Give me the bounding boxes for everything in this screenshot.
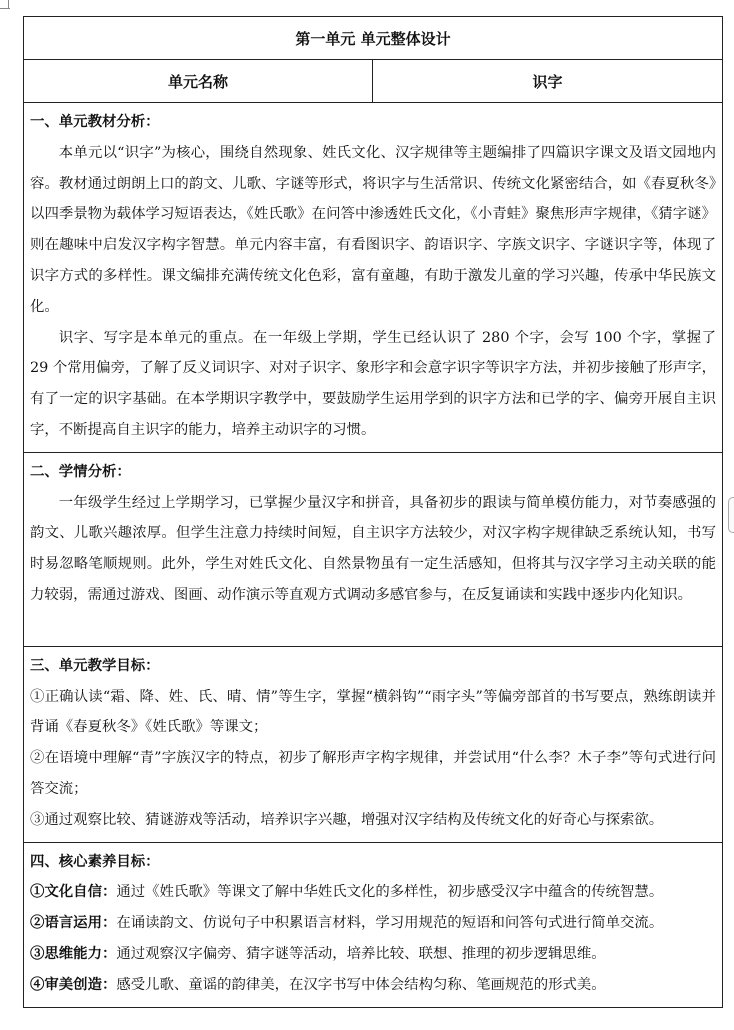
literacy-label: ②语言运用： [30, 914, 117, 932]
literacy-item [30, 877, 716, 908]
literacy-label: ①文化自信： [30, 883, 117, 901]
table-title: 第一单元 单元整体设计 [24, 17, 723, 60]
goal-item: ②在语境中理解“青”字族汉字的特点，初步了解形声字构字规律，并尝试用“什么李？木子李”等句式进行问答交流； [30, 750, 717, 797]
literacy-text: 感受儿歌、童谣的韵律美，在汉字书写中体会结构匀称、笔画规范的形式美。 [116, 976, 606, 993]
literacy-text: 通过《姓氏歌》等课文了解中华姓氏文化的多样性，初步感受汉字中蕴含的传统智慧。 [116, 884, 664, 901]
paragraph: 识字、写字是本单元的重点。在一年级上学期，学生已经认识了 280 个字，会写 100 个字，掌握了 29 个常用偏旁，了解了反义词识字、对对子识字、象形字和会意字识字等识字方法，并初步接触了形声字，有了一定的识字基础。在本学期识字教学中，要鼓励学生运用学到的识字方法和已学的字、偏旁开展自主识字，不断提高自主识字的能力，培养主动识字的习惯。 [30, 329, 717, 438]
paragraph: 本单元以“识字”为核心，围绕自然现象、姓氏文化、汉字规律等主题编排了四篇识字课文及语文园地内容。教材通过朗朗上口的韵文、儿歌、字谜等形式，将识字与生活常识、传统文化紧密结合，如《春夏秋冬》以四季景物为载体学习短语表达，《姓氏歌》在问答中渗透姓氏文化，《小青蛙》聚焦形声字规律，《猜字谜》则在趣味中启发汉字构字智慧。单元内容丰富，有看图识字、韵语识字、字族文识字、字谜识字等，体现了识字方式的多样性。课文编排充满传统文化色彩，富有童趣，有助于激发儿童的学习兴趣，传承中华民族文化。 [30, 144, 717, 315]
literacy-item [30, 970, 716, 1001]
literacy-text: 在诵读韵文、仿说句子中积累语言材料，学习用规范的短语和问答句式进行简单交流。 [116, 915, 664, 932]
section-learner-analysis [24, 452, 723, 646]
section-teaching-goals [24, 646, 723, 842]
corner-mark [0, 0, 10, 10]
unit-design-table [23, 16, 723, 1008]
literacy-item [30, 908, 716, 939]
section-core-literacy [24, 842, 723, 1007]
unit-name-label: 单元名称 [24, 60, 373, 103]
side-scroll-handle[interactable] [728, 497, 734, 533]
section-title: 二、学情分析： [30, 462, 131, 480]
unit-name-value: 识字 [373, 60, 723, 103]
literacy-item [30, 939, 716, 970]
goal-item: ③通过观察比较、猜谜游戏等活动，培养识字兴趣，增强对汉字结构及传统文化的好奇心与探索欲。 [30, 811, 664, 828]
literacy-label: ④审美创造： [30, 975, 117, 993]
section-title: 一、单元教材分析： [30, 113, 160, 130]
section-title: 四、核心素养目标： [30, 852, 160, 870]
goal-item: ①正确认读“霜、降、姓、氏、晴、情”等生字，掌握“横斜钩”“雨字头”等偏旁部首的书写要点，熟练朗读并背诵《春夏秋冬》《姓氏歌》等课文； [30, 688, 717, 736]
literacy-label: ③思维能力： [30, 944, 117, 962]
section-material-analysis [24, 103, 723, 453]
paragraph: 一年级学生经过上学期学习，已掌握少量汉字和拼音，具备初步的跟读与简单模仿能力，对节奏感强的韵文、儿歌兴趣浓厚。但学生注意力持续时间短，自主识字方法较少，对汉字构字规律缺乏系统认知，书写时易忽略笔顺规则。此外，学生对姓氏文化、自然景物虽有一定生活感知，但将其与汉字学习主动关联的能力较弱，需通过游戏、图画、动作演示等直观方式调动多感官参与，在反复诵读和实践中逐步内化知识。 [30, 494, 717, 603]
section-title: 三、单元教学目标： [30, 656, 160, 674]
literacy-text: 通过观察汉字偏旁、猜字谜等活动，培养比较、联想、推理的初步逻辑思维。 [116, 945, 606, 962]
